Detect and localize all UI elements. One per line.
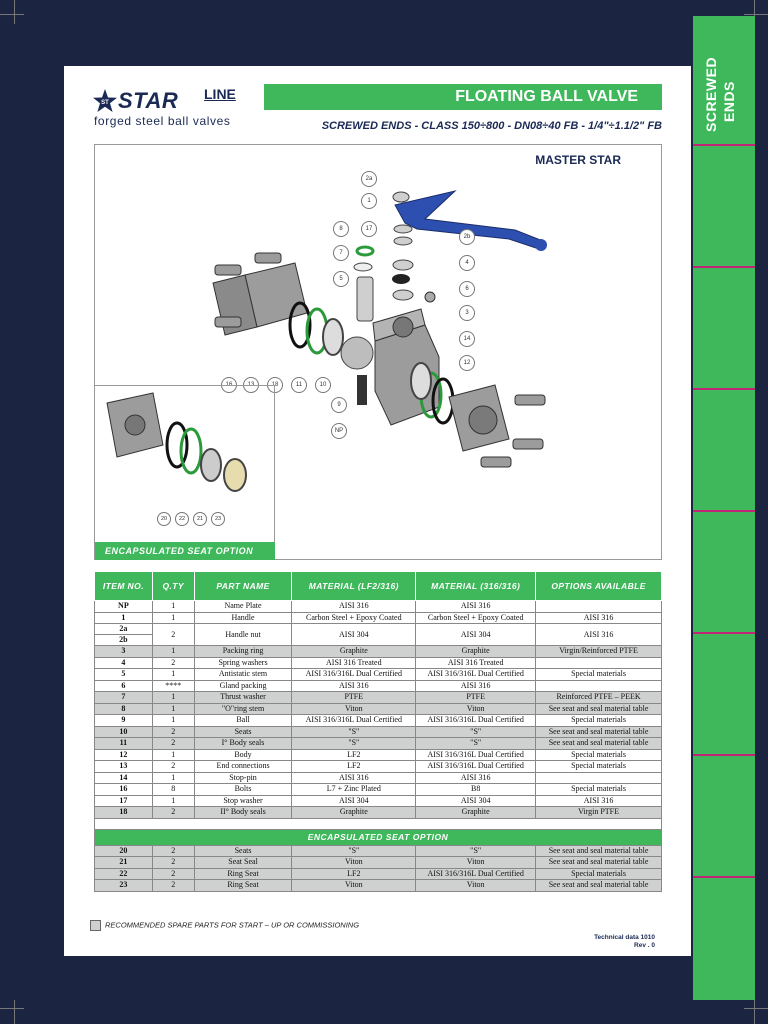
- material-316-cell: AISI 316/316L Dual Certified: [416, 761, 536, 773]
- star-logo-icon: [92, 88, 118, 114]
- item-cell: 8: [95, 703, 153, 715]
- part-callout: NP: [331, 423, 347, 439]
- table-row: [95, 738, 662, 750]
- qty-cell: 1: [152, 715, 194, 727]
- options-cell: See seat and seal material table: [536, 845, 662, 857]
- table-spacer: [95, 818, 662, 829]
- part-callout: 9: [331, 397, 347, 413]
- part-name-cell: Name Plate: [194, 601, 292, 613]
- material-316-cell: AISI 316/316L Dual Certified: [416, 715, 536, 727]
- bolt: [515, 395, 545, 405]
- qty-cell: 2: [152, 738, 194, 750]
- material-316-cell: AISI 316/316L Dual Certified: [416, 669, 536, 681]
- tab-divider: [693, 144, 755, 146]
- material-lf2-cell: Viton: [292, 703, 416, 715]
- material-316-cell: AISI 316/316L Dual Certified: [416, 749, 536, 761]
- options-cell: [536, 601, 662, 613]
- item-cell: 13: [95, 761, 153, 773]
- part-callout: 17: [361, 221, 377, 237]
- legend-text: RECOMMENDED SPARE PARTS FOR START – UP OR COMMISSIONING: [105, 920, 360, 930]
- item-cell: 23: [95, 880, 153, 892]
- table-spacer-cell: [95, 818, 662, 829]
- spare-parts-swatch: [90, 920, 101, 931]
- material-316-cell: "S": [416, 738, 536, 750]
- part-callout: 10: [315, 377, 331, 393]
- brand-name: STAR: [118, 88, 179, 113]
- options-cell: See seat and seal material table: [536, 738, 662, 750]
- qty-cell: 2: [152, 726, 194, 738]
- part-callout: 5: [333, 271, 349, 287]
- options-cell: Reinforced PTFE – PEEK: [536, 692, 662, 704]
- table-row: [95, 703, 662, 715]
- antistatic-stem: [357, 277, 373, 321]
- inset-part-callout: 22: [175, 512, 189, 526]
- bolt: [481, 457, 511, 467]
- table-section-row: [95, 829, 662, 845]
- qty-cell: 1: [152, 749, 194, 761]
- material-lf2-cell: PTFE: [292, 692, 416, 704]
- crop-mark: [0, 1008, 24, 1009]
- stop-pin: [425, 292, 435, 302]
- part-name-cell: Seat Seal: [194, 857, 292, 869]
- table-row: [95, 646, 662, 658]
- col-header-material-316: MATERIAL (316/316): [416, 572, 536, 601]
- part-callout: 18: [267, 377, 283, 393]
- part-callout: 3: [459, 305, 475, 321]
- part-callout: 13: [243, 377, 259, 393]
- crop-mark: [744, 14, 768, 15]
- material-316-cell: Graphite: [416, 646, 536, 658]
- item-cell: 11: [95, 738, 153, 750]
- item-cell: 12: [95, 749, 153, 761]
- table-row: [95, 680, 662, 692]
- table-row: [95, 726, 662, 738]
- packing-ring: [393, 290, 413, 300]
- bolt: [255, 253, 281, 263]
- table-row: [95, 772, 662, 784]
- part-name-cell: Handle: [194, 612, 292, 624]
- section-tab-line1: SCREWED: [703, 56, 719, 132]
- material-lf2-cell: "S": [292, 845, 416, 857]
- tab-divider: [693, 510, 755, 512]
- seat: [411, 363, 431, 399]
- body-stem-bore: [393, 317, 413, 337]
- ball: [341, 337, 373, 369]
- part-callout: 14: [459, 331, 475, 347]
- handle-knob: [535, 239, 547, 251]
- qty-cell: 2: [152, 857, 194, 869]
- material-lf2-cell: Carbon Steel + Epoxy Coated: [292, 612, 416, 624]
- part-callout: 16: [221, 377, 237, 393]
- part-name-cell: Packing ring: [194, 646, 292, 658]
- qty-cell: 1: [152, 612, 194, 624]
- table-row: [95, 612, 662, 624]
- datasheet-page: [64, 66, 691, 956]
- qty-cell: 2: [152, 761, 194, 773]
- part-name-cell: End connections: [194, 761, 292, 773]
- name-plate: [357, 375, 367, 405]
- material-316-cell: Viton: [416, 857, 536, 869]
- part-name-cell: "O"ring stem: [194, 703, 292, 715]
- item-cell: 5: [95, 669, 153, 681]
- item-cell: [95, 624, 153, 646]
- qty-cell: 1: [152, 646, 194, 658]
- brand-suffix: LINE: [204, 86, 236, 102]
- table-row: [95, 761, 662, 773]
- material-lf2-cell: AISI 304: [292, 624, 416, 646]
- material-lf2-cell: Viton: [292, 880, 416, 892]
- table-row: [95, 601, 662, 613]
- part-name-cell: Body: [194, 749, 292, 761]
- item-cell: 3: [95, 646, 153, 658]
- parts-table-body: [95, 601, 662, 892]
- section-tab-label: [695, 36, 753, 156]
- material-316-cell: Graphite: [416, 807, 536, 819]
- qty-cell: 1: [152, 669, 194, 681]
- bolt: [215, 317, 241, 327]
- qty-cell: 2: [152, 657, 194, 669]
- thrust-washer: [354, 263, 372, 271]
- col-header-qty: Q.TY: [152, 572, 194, 601]
- options-cell: See seat and seal material table: [536, 703, 662, 715]
- options-cell: Special materials: [536, 784, 662, 796]
- item-cell: 7: [95, 692, 153, 704]
- part-callout: 6: [459, 281, 475, 297]
- bolt: [215, 265, 241, 275]
- starline-logo: [92, 88, 272, 128]
- inset-part-callout: 23: [211, 512, 225, 526]
- material-316-cell: B8: [416, 784, 536, 796]
- end-connection-bore: [469, 406, 497, 434]
- crop-mark: [0, 14, 24, 15]
- parts-table-header: [95, 572, 662, 601]
- o-ring-stem: [357, 247, 373, 255]
- material-lf2-cell: LF2: [292, 761, 416, 773]
- qty-cell: 1: [152, 795, 194, 807]
- item-cell: 14: [95, 772, 153, 784]
- item-cell: 1: [95, 612, 153, 624]
- part-name-cell: Thrust washer: [194, 692, 292, 704]
- item-cell: 9: [95, 715, 153, 727]
- material-lf2-cell: "S": [292, 738, 416, 750]
- options-cell: Special materials: [536, 669, 662, 681]
- tab-divider: [693, 388, 755, 390]
- table-row: [95, 857, 662, 869]
- col-header-options: OPTIONS AVAILABLE: [536, 572, 662, 601]
- table-row: [95, 784, 662, 796]
- options-cell: [536, 657, 662, 669]
- model-name: MASTER STAR: [535, 153, 621, 167]
- options-cell: Virgin PTFE: [536, 807, 662, 819]
- part-callout: 11: [291, 377, 307, 393]
- bolt: [513, 439, 543, 449]
- part-name-cell: Seats: [194, 726, 292, 738]
- part-name-cell: Gland packing: [194, 680, 292, 692]
- inset-part-callout: 21: [193, 512, 207, 526]
- qty-cell: 1: [152, 692, 194, 704]
- material-lf2-cell: AISI 316: [292, 680, 416, 692]
- stop-washer: [394, 225, 412, 233]
- options-cell: AISI 316: [536, 795, 662, 807]
- item-cell: 18: [95, 807, 153, 819]
- material-316-cell: Viton: [416, 880, 536, 892]
- material-lf2-cell: AISI 316: [292, 772, 416, 784]
- qty-cell: 2: [152, 868, 194, 880]
- item-cell: 10: [95, 726, 153, 738]
- material-lf2-cell: L7 + Zinc Plated: [292, 784, 416, 796]
- part-name-cell: Ring Seat: [194, 880, 292, 892]
- qty-cell: 1: [152, 601, 194, 613]
- item-cell: 21: [95, 857, 153, 869]
- technical-data-footer: [594, 934, 655, 950]
- material-316-cell: "S": [416, 726, 536, 738]
- revision: Rev . 0: [634, 942, 655, 949]
- material-316-cell: AISI 316/316L Dual Certified: [416, 868, 536, 880]
- part-name-cell: I° Body seals: [194, 738, 292, 750]
- part-name-cell: Stop-pin: [194, 772, 292, 784]
- material-lf2-cell: LF2: [292, 868, 416, 880]
- table-row: [95, 845, 662, 857]
- part-name-cell: Stop washer: [194, 795, 292, 807]
- material-lf2-cell: AISI 316/316L Dual Certified: [292, 715, 416, 727]
- material-lf2-cell: AISI 316/316L Dual Certified: [292, 669, 416, 681]
- tab-divider: [693, 266, 755, 268]
- crop-mark: [744, 1008, 768, 1009]
- crop-mark: [14, 1000, 15, 1024]
- material-316-cell: AISI 316 Treated: [416, 657, 536, 669]
- material-316-cell: AISI 316: [416, 601, 536, 613]
- spring-washer: [393, 260, 413, 270]
- part-name-cell: Ring Seat: [194, 868, 292, 880]
- encapsulated-seat-inset: [95, 385, 275, 560]
- item-number: 2a: [119, 624, 128, 633]
- item-cell: 16: [95, 784, 153, 796]
- options-cell: See seat and seal material table: [536, 857, 662, 869]
- table-row: [95, 807, 662, 819]
- material-316-cell: Viton: [416, 703, 536, 715]
- material-lf2-cell: "S": [292, 726, 416, 738]
- part-name-cell: Handle nut: [194, 624, 292, 646]
- options-cell: AISI 316: [536, 612, 662, 624]
- material-316-cell: AISI 316: [416, 772, 536, 784]
- col-header-item: ITEM NO.: [95, 572, 153, 601]
- exploded-view-drawing: [94, 144, 662, 560]
- material-316-cell: Carbon Steel + Epoxy Coated: [416, 612, 536, 624]
- options-cell: Special materials: [536, 868, 662, 880]
- table-row: [95, 795, 662, 807]
- item-cell: NP: [95, 601, 153, 613]
- part-name-cell: Bolts: [194, 784, 292, 796]
- item-number: 2b: [95, 634, 152, 645]
- table-row: [95, 868, 662, 880]
- table-row: [95, 624, 662, 646]
- seat: [323, 319, 343, 355]
- part-name-cell: Ball: [194, 715, 292, 727]
- part-name-cell: Seats: [194, 845, 292, 857]
- page-title: FLOATING BALL VALVE: [264, 84, 662, 110]
- material-lf2-cell: LF2: [292, 749, 416, 761]
- inset-part-callout: 20: [157, 512, 171, 526]
- options-cell: See seat and seal material table: [536, 880, 662, 892]
- handle-nut: [393, 192, 409, 202]
- technical-data-number: Technical data 1010: [594, 934, 655, 941]
- qty-cell: ****: [152, 680, 194, 692]
- section-tab-line2: ENDS: [721, 81, 737, 122]
- table-row: [95, 749, 662, 761]
- section-tab: [693, 16, 755, 1000]
- brand-tagline: forged steel ball valves: [94, 114, 231, 128]
- qty-cell: 2: [152, 880, 194, 892]
- qty-cell: 1: [152, 772, 194, 784]
- part-name-cell: Spring washers: [194, 657, 292, 669]
- table-section-label: ENCAPSULATED SEAT OPTION: [95, 829, 662, 845]
- spring-washer: [394, 237, 412, 245]
- table-row: [95, 880, 662, 892]
- material-316-cell: "S": [416, 845, 536, 857]
- qty-cell: 2: [152, 845, 194, 857]
- options-cell: AISI 316: [536, 624, 662, 646]
- table-row: [95, 692, 662, 704]
- options-cell: [536, 772, 662, 784]
- options-cell: See seat and seal material table: [536, 726, 662, 738]
- col-header-material-lf2: MATERIAL (LF2/316): [292, 572, 416, 601]
- parts-table: [94, 571, 662, 892]
- material-316-cell: PTFE: [416, 692, 536, 704]
- material-lf2-cell: AISI 316 Treated: [292, 657, 416, 669]
- item-cell: 4: [95, 657, 153, 669]
- material-316-cell: AISI 304: [416, 795, 536, 807]
- crop-mark: [754, 1000, 755, 1024]
- spare-parts-legend: [90, 920, 359, 931]
- material-lf2-cell: AISI 316: [292, 601, 416, 613]
- options-cell: Special materials: [536, 715, 662, 727]
- options-cell: Special materials: [536, 761, 662, 773]
- part-callout: 8: [333, 221, 349, 237]
- material-lf2-cell: Viton: [292, 857, 416, 869]
- page-subtitle: SCREWED ENDS - CLASS 150÷800 - DN08÷40 FB - 1/4"÷1.1/2" FB: [321, 120, 662, 132]
- part-callout: 4: [459, 255, 475, 271]
- tab-divider: [693, 876, 755, 878]
- material-316-cell: AISI 316: [416, 680, 536, 692]
- options-cell: [536, 680, 662, 692]
- gland-packing: [392, 274, 410, 284]
- crop-mark: [14, 0, 15, 24]
- qty-cell: 8: [152, 784, 194, 796]
- part-name-cell: II° Body seals: [194, 807, 292, 819]
- table-row: [95, 715, 662, 727]
- material-lf2-cell: Graphite: [292, 646, 416, 658]
- item-cell: 20: [95, 845, 153, 857]
- qty-cell: 1: [152, 703, 194, 715]
- material-lf2-cell: Graphite: [292, 807, 416, 819]
- inset-label: ENCAPSULATED SEAT OPTION: [95, 542, 275, 560]
- material-lf2-cell: AISI 304: [292, 795, 416, 807]
- part-callout: 12: [459, 355, 475, 371]
- options-cell: Special materials: [536, 749, 662, 761]
- options-cell: Virgin/Reinforced PTFE: [536, 646, 662, 658]
- part-callout: 7: [333, 245, 349, 261]
- material-316-cell: AISI 304: [416, 624, 536, 646]
- tab-divider: [693, 632, 755, 634]
- table-row: [95, 669, 662, 681]
- table-row: [95, 657, 662, 669]
- qty-cell: 2: [152, 807, 194, 819]
- item-cell: 6: [95, 680, 153, 692]
- part-callout: 2a: [361, 171, 377, 187]
- qty-cell: 2: [152, 624, 194, 646]
- part-name-cell: Antistatic stem: [194, 669, 292, 681]
- star-mark-text: ST: [101, 100, 109, 106]
- tab-divider: [693, 754, 755, 756]
- item-cell: 17: [95, 795, 153, 807]
- part-callout: 1: [361, 193, 377, 209]
- col-header-part: PART NAME: [194, 572, 292, 601]
- item-cell: 22: [95, 868, 153, 880]
- part-callout: 2b: [459, 229, 475, 245]
